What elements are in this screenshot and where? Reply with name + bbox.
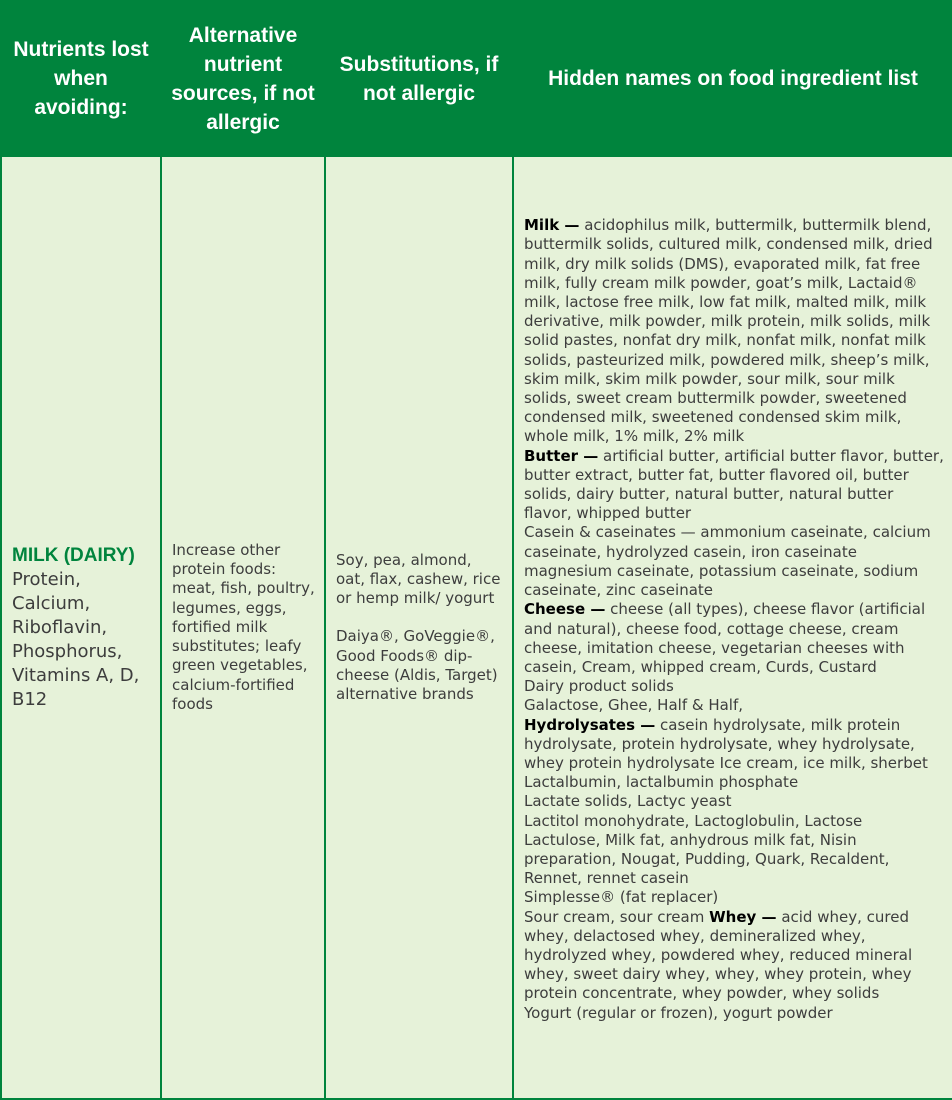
whey-text: acid whey, cured whey, delactosed whey, demineralized whey, hydrolyzed whey, powdered whey, reduced mineral whey, sweet dairy whey, whey, whey protein, whey protein concentrate, whey powder, whey solids	[524, 907, 913, 1003]
substitution-milks: Soy, pea, almond, oat, flax, cashew, rice or hemp milk/ yogurt	[336, 550, 501, 608]
sour-cream-text: Sour cream, sour cream	[524, 907, 705, 926]
lactitol-names: Lactitol monohydrate, Lactoglobulin, Lactose	[524, 811, 863, 830]
alt-sources-line-2: fortified milk substitutes; leafy green vegetables, calcium-fortified foods	[172, 617, 308, 713]
dairy-solids: Dairy product solids	[524, 677, 674, 696]
header-row	[1, 0, 952, 157]
lactate-names: Lactate solids, Lactyc yeast	[524, 792, 732, 811]
milk-row	[1, 157, 952, 1099]
simplesse-name: Simplesse® (fat replacer)	[524, 888, 719, 907]
whey-label: Whey —	[709, 907, 777, 926]
hydrolysates-names	[524, 716, 944, 774]
milk-label: Milk —	[524, 216, 580, 235]
hidden-names-cell	[513, 157, 952, 1099]
milk-text: acidophilus milk, buttermilk, buttermilk blend, buttermilk solids, cultured milk, condensed milk, dried milk, dry milk solids (DMS), evaporated milk, fat free milk, fully cream milk powder, goat’s milk, Lactaid® milk, lactose free milk, low fat milk, malted milk, milk derivative, milk powder, milk protein, milk solids, milk solid pastes, nonfat dry milk, nonfat milk, nonfat milk solids, pasteurized milk, powdered milk, sheep’s milk, skim milk, skim milk powder, sour milk, sour milk solids, sweet cream buttermilk powder, sweetened condensed milk, sweetened condensed skim milk, whole milk, 1% milk, 2% milk	[524, 216, 933, 446]
lactulose-names: Lactulose, Milk fat, anhydrous milk fat, Nisin preparation, Nougat, Pudding, Quark, Recaldent, Rennet, rennet casein	[524, 830, 890, 888]
header-alternative-sources: Alternative nutrient sources, if not allergic	[161, 0, 325, 157]
header-hidden-names: Hidden names on food ingredient list	[513, 0, 952, 157]
butter-label: Butter —	[524, 446, 599, 465]
milk-names	[524, 216, 944, 446]
paragraph-gap	[336, 608, 504, 627]
alternative-sources-cell	[161, 157, 325, 1099]
nutrients-cell	[1, 157, 161, 1099]
hydrolysates-label: Hydrolysates —	[524, 715, 656, 734]
cheese-names	[524, 600, 944, 677]
butter-text: artificial butter, artificial butter flavor, butter, butter extract, butter fat, butter flavored oil, butter solids, dairy butter, natural butter, natural butter flavor, whipped butter	[524, 446, 944, 523]
butter-names	[524, 447, 944, 524]
nutrients-list: Protein, Calcium, Riboflavin, Phosphorus, Vitamins A, D, B12	[12, 568, 140, 710]
header-nutrients-lost: Nutrients lost when avoiding:	[1, 0, 161, 157]
substitution-brands: Daiya®, GoVeggie®, Good Foods® dip-cheese (Aldis, Target) alternative brands	[336, 627, 498, 703]
cheese-text: cheese (all types), cheese flavor (artificial and natural), cheese food, cottage cheese, cream cheese, imitation cheese, vegetarian cheeses with casein, Cream, whipped cream, Curds, Custard	[524, 600, 926, 676]
alt-sources-line-1: Increase other protein foods: meat, fish, poultry, legumes, eggs,	[172, 541, 315, 617]
casein-names: Casein & caseinates — ammonium caseinate, calcium caseinate, hydrolyzed casein, iron caseinate magnesium caseinate, potassium caseinate, sodium caseinate, zinc caseinate	[524, 523, 931, 600]
galactose-names: Galactose, Ghee, Half & Half,	[524, 696, 744, 715]
hydrolysates-text: casein hydrolysate, milk protein hydrolysate, protein hydrolysate, whey hydrolysate, whey protein hydrolysate Ice cream, ice milk, sherbet	[524, 715, 928, 772]
sour-whey-names	[524, 908, 944, 1004]
yogurt-names: Yogurt (regular or frozen), yogurt powder	[524, 1003, 833, 1022]
allergen-name: MILK (DAIRY)	[12, 544, 135, 566]
cheese-label: Cheese —	[524, 600, 606, 619]
substitutions-cell	[325, 157, 513, 1099]
lactalbumin-names: Lactalbumin, lactalbumin phosphate	[524, 773, 799, 792]
header-substitutions: Substitutions, if not allergic	[325, 0, 513, 157]
